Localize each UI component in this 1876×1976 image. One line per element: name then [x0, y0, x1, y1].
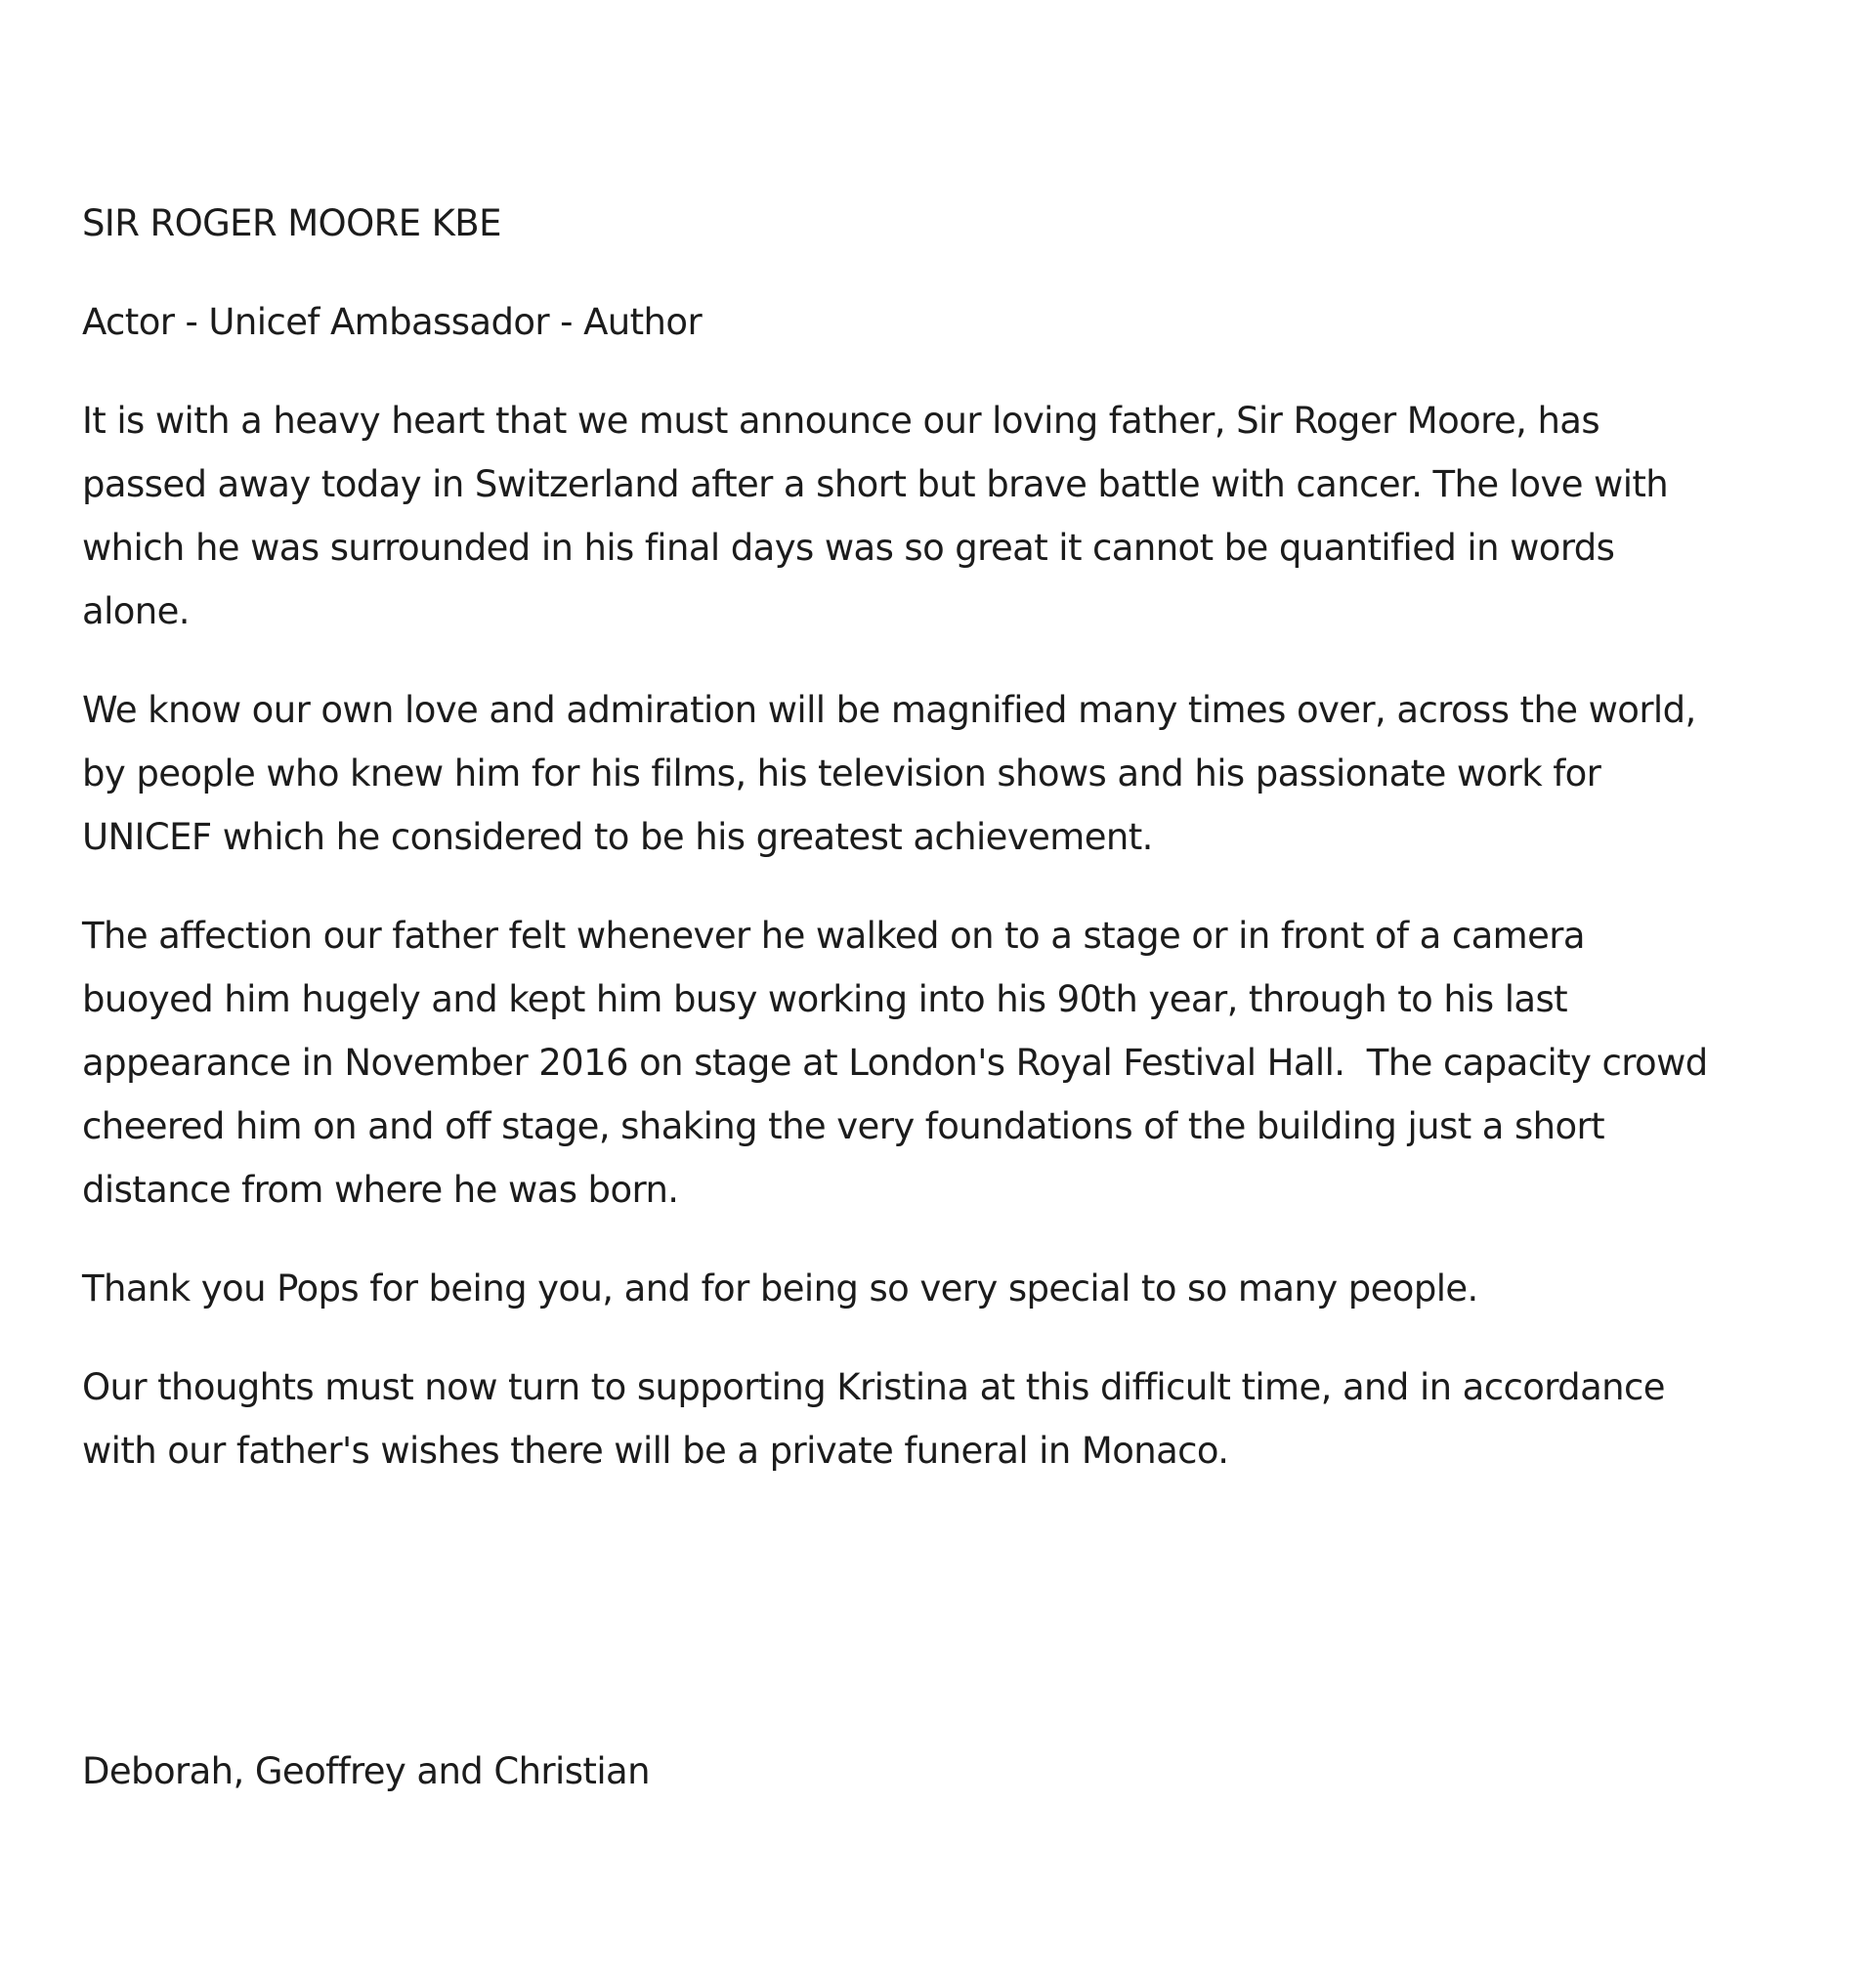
paragraph-line: We know our own love and admiration will be magnified many times over, across the world, [82, 689, 1696, 731]
name-heading [82, 192, 1802, 255]
statement-body [82, 192, 1802, 1518]
paragraph-line: cheered him on and off stage, shaking the very foundations of the building just a short [82, 1105, 1605, 1147]
paragraph-line: Thank you Pops for being you, and for being so very special to so many people. [82, 1267, 1478, 1310]
paragraph-affection [82, 904, 1802, 1222]
paragraph-line: passed away today in Switzerland after a short but brave battle with cancer. The love with [82, 463, 1669, 505]
paragraph-admiration [82, 678, 1802, 869]
paragraph-line: Our thoughts must now turn to supporting Kristina at this difficult time, and in accordance [82, 1366, 1665, 1408]
paragraph-funeral [82, 1355, 1802, 1482]
paragraph-announcement [82, 389, 1802, 643]
paragraph-line: It is with a heavy heart that we must announce our loving father, Sir Roger Moore, has [82, 400, 1600, 442]
roles-subheading [82, 290, 1802, 354]
paragraph-line: by people who knew him for his films, his television shows and his passionate work for [82, 752, 1601, 795]
signature: Deborah, Geoffrey and Christian [82, 1750, 650, 1792]
paragraph-thanks [82, 1257, 1802, 1320]
paragraph-line: alone. [82, 590, 190, 632]
paragraph-line: which he was surrounded in his final days was so great it cannot be quantified in words [82, 527, 1615, 569]
paragraph-line: with our father's wishes there will be a private funeral in Monaco. [82, 1430, 1229, 1472]
paragraph-line: The affection our father felt whenever he walked on to a stage or in front of a camera [82, 915, 1585, 957]
paragraph-line: distance from where he was born. [82, 1169, 679, 1211]
paragraph-line: appearance in November 2016 on stage at London's Royal Festival Hall. The capacity crowd [82, 1042, 1708, 1084]
name-line: SIR ROGER MOORE KBE [82, 202, 501, 244]
paragraph-line: buoyed him hugely and kept him busy working into his 90th year, through to his last [82, 978, 1568, 1020]
roles-line: Actor - Unicef Ambassador - Author [82, 301, 703, 343]
paragraph-line: UNICEF which he considered to be his greatest achievement. [82, 816, 1153, 858]
